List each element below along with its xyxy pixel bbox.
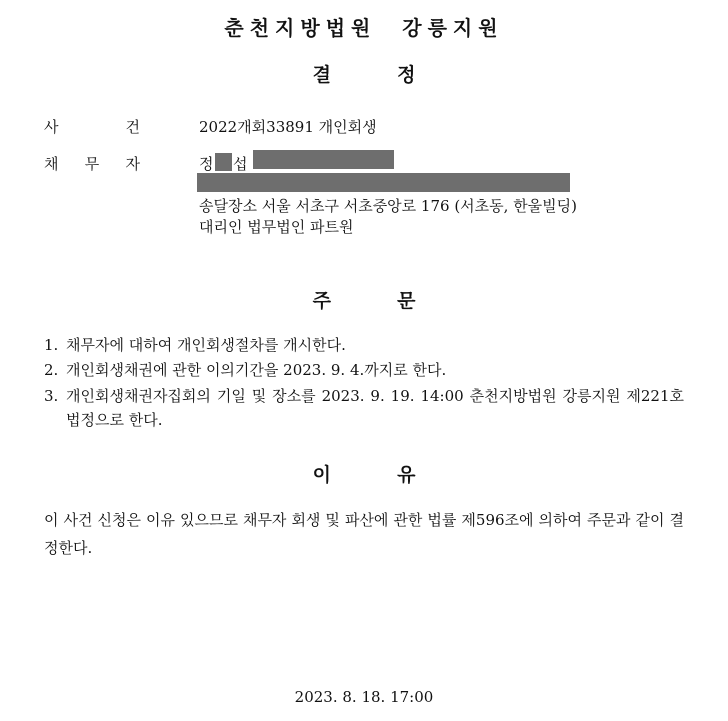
case-label [44, 116, 140, 137]
reason-heading: 이 유 [312, 464, 416, 486]
debtor-label [44, 153, 140, 174]
order-item-number: 1. [44, 336, 59, 354]
redaction-box [197, 173, 570, 192]
reason-text: 이 사건 신청은 이유 있으므로 채무자 회생 및 파산에 관한 법률 제596조에 의하여 주문과 같이 결정한다. [44, 511, 684, 557]
debtor-name-first: 정 [199, 155, 214, 173]
order-item [44, 358, 684, 382]
debtor-label-char: 무 [84, 155, 100, 173]
service-address: 송달장소 서울 서초구 서초중앙로 176 (서초동, 한울빌딩) [199, 197, 578, 215]
order-item [44, 333, 684, 357]
order-item-number: 2. [44, 361, 59, 379]
order-item-number: 3. [44, 387, 59, 405]
redaction-box [253, 150, 394, 169]
document-type-heading: 결 정 [312, 64, 416, 86]
order-item-text: 개인회생채권자집회의 기일 및 장소를 2023. 9. 19. 14:00 춘천지방법원 강릉지원 제221호 법정으로 한다. [66, 387, 684, 429]
order-item [44, 384, 684, 432]
legal-agent: 대리인 법무법인 파트원 [199, 218, 354, 236]
debtor-label-char: 채 [44, 155, 59, 173]
redaction-box [215, 153, 232, 171]
debtor-label-char: 자 [125, 155, 140, 173]
order-item-text: 채무자에 대하여 개인회생절차를 개시한다. [66, 336, 346, 354]
decision-date: 2023. 8. 18. 17:00 [294, 688, 434, 706]
case-label-char: 사 [44, 118, 59, 136]
order-item-text: 개인회생채권에 관한 이의기간을 2023. 9. 4.까지로 한다. [66, 361, 447, 379]
court-name: 춘천지방법원 강릉지원 [224, 16, 504, 40]
case-label-char: 건 [125, 118, 140, 136]
case-number: 2022개회33891 개인회생 [199, 118, 377, 136]
order-heading: 주 문 [312, 290, 416, 312]
debtor-name-last: 섭 [233, 155, 248, 173]
